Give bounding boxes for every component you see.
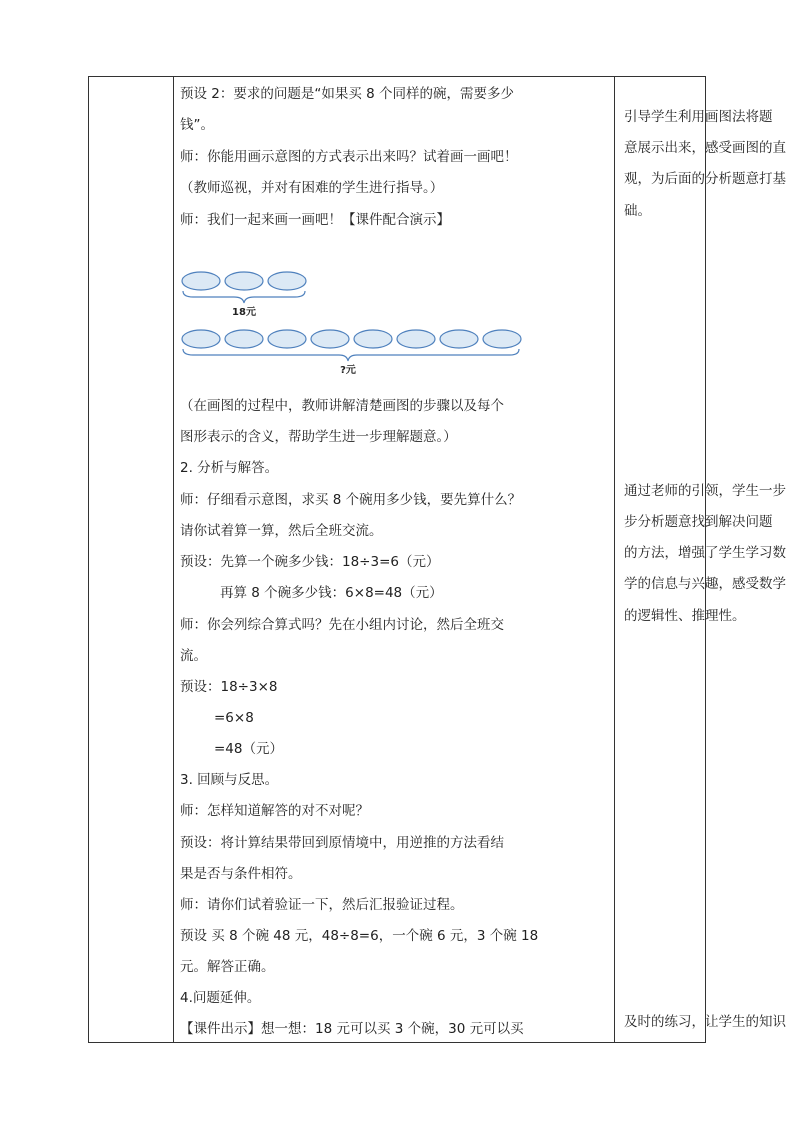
text-line: 预设 买 8 个碗 48 元，48÷8=6，一个碗 6 元，3 个碗 18	[180, 928, 539, 944]
text-line: 预设：先算一个碗多少钱：18÷3=6（元）	[180, 554, 440, 570]
text-line: 预设 2：要求的问题是“如果买 8 个同样的碗，需要多少	[180, 86, 515, 102]
section-heading: 2. 分析与解答。	[180, 460, 279, 476]
text-line: 钱”。	[180, 117, 214, 133]
text-line: 师：仔细看示意图，求买 8 个碗用多少钱，要先算什么？	[180, 492, 522, 508]
bowl-icon	[354, 330, 392, 348]
section-heading: 4.问题延伸。	[180, 990, 261, 1006]
intent-line: 础。	[624, 203, 651, 219]
text-line: 师：你能用画示意图的方式表示出来吗？试着画一画吧！	[180, 149, 518, 165]
bowl-icon	[268, 272, 306, 290]
bowl-icon	[311, 330, 349, 348]
bottom-bowls	[182, 330, 521, 348]
section-heading: 3. 回顾与反思。	[180, 772, 279, 788]
intent-line: 的方法，增强了学生学习数	[624, 545, 786, 561]
text-line: 元。解答正确。	[180, 959, 275, 975]
text-line: 师：请你们试着验证一下，然后汇报验证过程。	[180, 897, 464, 913]
bowl-icon	[268, 330, 306, 348]
text-line: 师：怎样知道解答的对不对呢？	[180, 803, 369, 819]
bowl-diagram	[179, 269, 529, 379]
text-line: =6×8	[214, 710, 254, 726]
bowl-icon	[182, 272, 220, 290]
top-label: 18元	[232, 307, 256, 318]
text-line: 请你试着算一算，然后全班交流。	[180, 523, 383, 539]
text-line: 预设：18÷3×8	[180, 679, 278, 695]
design-intent-column	[529, 77, 786, 1042]
bowl-icon	[225, 272, 263, 290]
intent-line: 意展示出来，感受画图的直	[624, 140, 786, 156]
text-line: 预设：将计算结果带回到原情境中，用逆推的方法看结	[180, 835, 504, 851]
text-line: 【课件出示】想一想：18 元可以买 3 个碗，30 元可以买	[180, 1021, 524, 1037]
bowl-icon	[440, 330, 478, 348]
bowl-icon	[397, 330, 435, 348]
text-line: 师：你会列综合算式吗？先在小组内讨论，然后全班交	[180, 617, 504, 633]
text-line: 图形表示的含义，帮助学生进一步理解题意。）	[180, 429, 457, 445]
text-line: 流。	[180, 648, 207, 664]
text-line: 果是否与条件相符。	[180, 866, 302, 882]
intent-line: 观，为后面的分析题意打基	[624, 171, 786, 187]
bowl-icon	[182, 330, 220, 348]
text-line: （教师巡视，并对有困难的学生进行指导。）	[180, 180, 444, 196]
text-line: 师：我们一起来画一画吧！【课件配合演示】	[180, 212, 450, 228]
top-brace	[183, 291, 305, 303]
intent-line: 通过老师的引领，学生一步	[624, 483, 786, 499]
top-bowls	[182, 272, 306, 290]
intent-line: 引导学生利用画图法将题	[624, 109, 773, 125]
text-line: 再算 8 个碗多少钱：6×8=48（元）	[220, 585, 443, 601]
intent-line: 的逻辑性、推理性。	[624, 608, 746, 624]
text-line: （在画图的过程中，教师讲解清楚画图的步骤以及每个	[180, 398, 504, 414]
text-line: =48（元）	[214, 741, 283, 757]
bowl-icon	[225, 330, 263, 348]
intent-line: 学的信息与兴趣，感受数学	[624, 576, 786, 592]
bowl-icon	[483, 330, 521, 348]
bottom-label: ?元	[340, 365, 356, 376]
lesson-table	[88, 76, 786, 1043]
bottom-brace	[183, 349, 519, 361]
intent-line: 步分析题意找到解决问题	[624, 514, 773, 530]
intent-line: 及时的练习，让学生的知识	[624, 1014, 786, 1030]
